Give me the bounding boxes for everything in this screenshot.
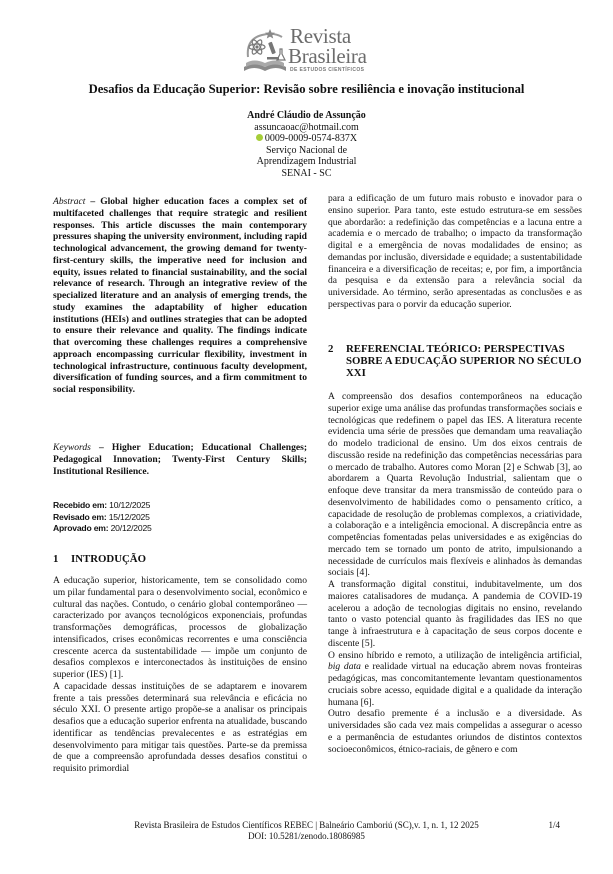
section-1-title: INTRODUÇÃO	[71, 553, 146, 565]
revised-value: 15/12/2025	[108, 511, 150, 522]
logo-emblem-icon	[240, 27, 290, 75]
paragraph: A capacidade dessas instituições de se adaptarem e inovarem frente a tais pressões determinará sua relevância e eficácia no século XXI. O presente artigo propõe-se a analisar os principais desafios que a educação superior enfrenta na atualidade, buscando identificar as tendências prevalecentes e as estratégias em desenvolvimento para mitigar tais questões. Parte-se da premissa de que a compreensão aprofundada desses desafios constitui o requisito primordial	[53, 680, 307, 774]
orcid-icon	[256, 134, 263, 141]
approved-label: Aprovado em:	[53, 523, 109, 534]
section-1-heading	[53, 553, 307, 565]
page-number: 1/4	[548, 820, 560, 830]
footer-doi[interactable]: DOI: 10.5281/zenodo.18086985	[248, 831, 365, 841]
abstract-text: Global higher education faces a complex set of multifaceted challenges that require strategic and resilient responses. This article discusses the main contemporary pressures shaping the university environment, including rapid technological advancement, the growing demand for twenty-first-century skills, the imperative need for inclusion and equity, issues related to financial sustainability, and the social relevance of research. Through an integrative review of the specialized literature and an analysis of emerging trends, the study examines the adaptability of higher education institutions (HEIs) and outlines strategies that can be adopted to ensure their relevance and quality. The findings indicate that overcoming these challenges requires a comprehensive approach encompassing curricular flexibility, investment in technological infrastructure, continuous faculty development, diversification of funding sources, and a firm commitment to social responsibility.	[53, 196, 307, 395]
received-value: 10/12/2025	[109, 500, 151, 510]
approved-value: 20/12/2025	[110, 523, 152, 534]
keywords	[53, 442, 307, 477]
author-affiliation-line3: SENAI - SC	[281, 167, 332, 179]
italic-term: big data	[328, 661, 361, 673]
abstract-label: Abstract	[53, 196, 86, 207]
section-2-heading	[328, 343, 582, 379]
author-affiliation-line2: Aprendizagem Industrial	[256, 156, 357, 168]
keywords-text: Higher Education; Educational Challenges; Pedagogical Innovation; Twenty-First Century Skills; Institutional Resilience.	[53, 442, 307, 477]
section-1-continuation: para a edificação de um futuro mais robusto e inovador para o ensino superior. Para tanto, este estudo estrutura-se em sessões que abordarão: a redefinição das competências e a lacuna entre a academia e o mercado de trabalho; o impacto da transformação digital e a emergência de novas modalidades de ensino; as demandas por inclusão, diversidade e equidade; a sustentabilidade financeira e a diversificação de receitas; e, por fim, a importância da pesquisa e da extensão para a relevância social da universidade. Ao término, serão apresentadas as conclusões e as perspectivas para o porvir da educação superior.	[328, 193, 582, 310]
dates-block	[53, 500, 307, 535]
section-2-title: REFERENCIAL TEÓRICO: PERSPECTIVAS SOBRE A EDUCAÇÃO SUPERIOR NO SÉCULO XXI	[346, 343, 582, 379]
received-date	[53, 500, 307, 512]
keywords-label: Keywords	[53, 442, 91, 453]
section-2-number: 2	[328, 343, 334, 355]
author-affiliation-line1: Serviço Nacional de	[265, 144, 348, 156]
author-name: André Cláudio de Assunção	[247, 110, 366, 121]
approved-date	[53, 523, 307, 535]
revised-label: Revisado em:	[53, 511, 107, 522]
orcid-id[interactable]: 0009-0009-0574-837X	[264, 133, 358, 145]
received-label: Recebido em:	[53, 500, 107, 510]
keywords-dash: –	[90, 442, 112, 453]
paragraph: A educação superior, historicamente, tem se consolidado como um pilar fundamental para o desenvolvimento social, econômico e cultural das nações. Contudo, o cenário global contemporâneo — caracterizado por avanços tecnológicos exponenciais, profundas transformações demográficas, processos de globalização intensificados, crises econômicas recorrentes e uma consciência crescente acerca da sustentabilidade — impõe um conjunto de desafios complexos e interconectados às instituições de ensino superior (IES) [1].	[53, 575, 307, 680]
paragraph: A compreensão dos desafios contemporâneos na educação superior exige uma análise das profundas transformações sociais e tecnológicas que redefinem o papel das IES. A literatura recente evidencia uma série de pressões que demandam uma reavaliação do modelo tradicional de ensino. Um dos eixos centrais de discussão reside na redefinição das competências necessárias para o mercado de trabalho. Autores como Moran [2] e Schwab [3], ao abordarem a Quarta Revolução Industrial, salientam que o enfoque deve transitar da mera transmissão de conteúdo para o desenvolvimento de habilidades como o pensamento crítico, a capacidade de resolução de problemas complexos, a criatividade, a colaboração e a inteligência emocional. A discrepância entre as competências fomentadas pelas universidades e as exigências do mercado tem se tornado um ponto de atrito, impulsionando a necessidade de currículos mais flexíveis e alinhados às demandas sociais [4].	[328, 391, 582, 579]
logo-line-brasileira: Brasileira	[288, 44, 367, 68]
text-run: e realidade virtual na educação abrem novas fronteiras pedagógicas, mas concomitantemente levantam questionamentos cruciais sobre acesso, equidade digital e a qualidade da interação humana [6].	[328, 661, 582, 708]
section-1-number: 1	[53, 553, 59, 565]
paper-title: Desafios da Educação Superior: Revisão sobre resiliência e inovação institucional	[88, 82, 525, 96]
footer-journal-line: Revista Brasileira de Estudos Científicos REBEC | Balneário Camboriú (SC),v. 1, n. 1, 12 2025	[134, 820, 479, 830]
logo-line-subtitle: DE ESTUDOS CIENTÍFICOS	[290, 67, 365, 73]
revised-date	[53, 512, 307, 524]
paragraph: Outro desafio premente é a inclusão e a diversidade. As universidades são cada vez mais compelidas a assegurar o acesso e a permanência de estudantes oriundos de distintos contextos socioeconômicos, étnico-raciais, de gênero e com	[328, 708, 582, 755]
logo-line-revista: Revista	[290, 24, 351, 48]
paragraph	[328, 650, 582, 709]
paragraph: A transformação digital constitui, indubitavelmente, um dos maiores catalisadores de mudança. A pandemia de COVID-19 acelerou a adoção de tecnologias digitais no ensino, revelando tanto o vasto potencial quanto às fragilidades das IES no que tange à infraestrutura e à capacitação de seus corpos docente e discente [5].	[328, 579, 582, 649]
author-orcid[interactable]	[0, 133, 613, 145]
text-run: O ensino híbrido e remoto, a utilização de inteligência artificial,	[328, 649, 582, 661]
section-2-body	[328, 391, 582, 755]
journal-logo	[240, 24, 390, 75]
author-email[interactable]: assuncaoac@hotmail.com	[254, 121, 359, 133]
abstract-dash: –	[85, 196, 101, 207]
page-footer	[0, 820, 613, 842]
section-1-body	[53, 575, 307, 775]
author-block	[0, 110, 613, 180]
abstract	[53, 196, 307, 396]
